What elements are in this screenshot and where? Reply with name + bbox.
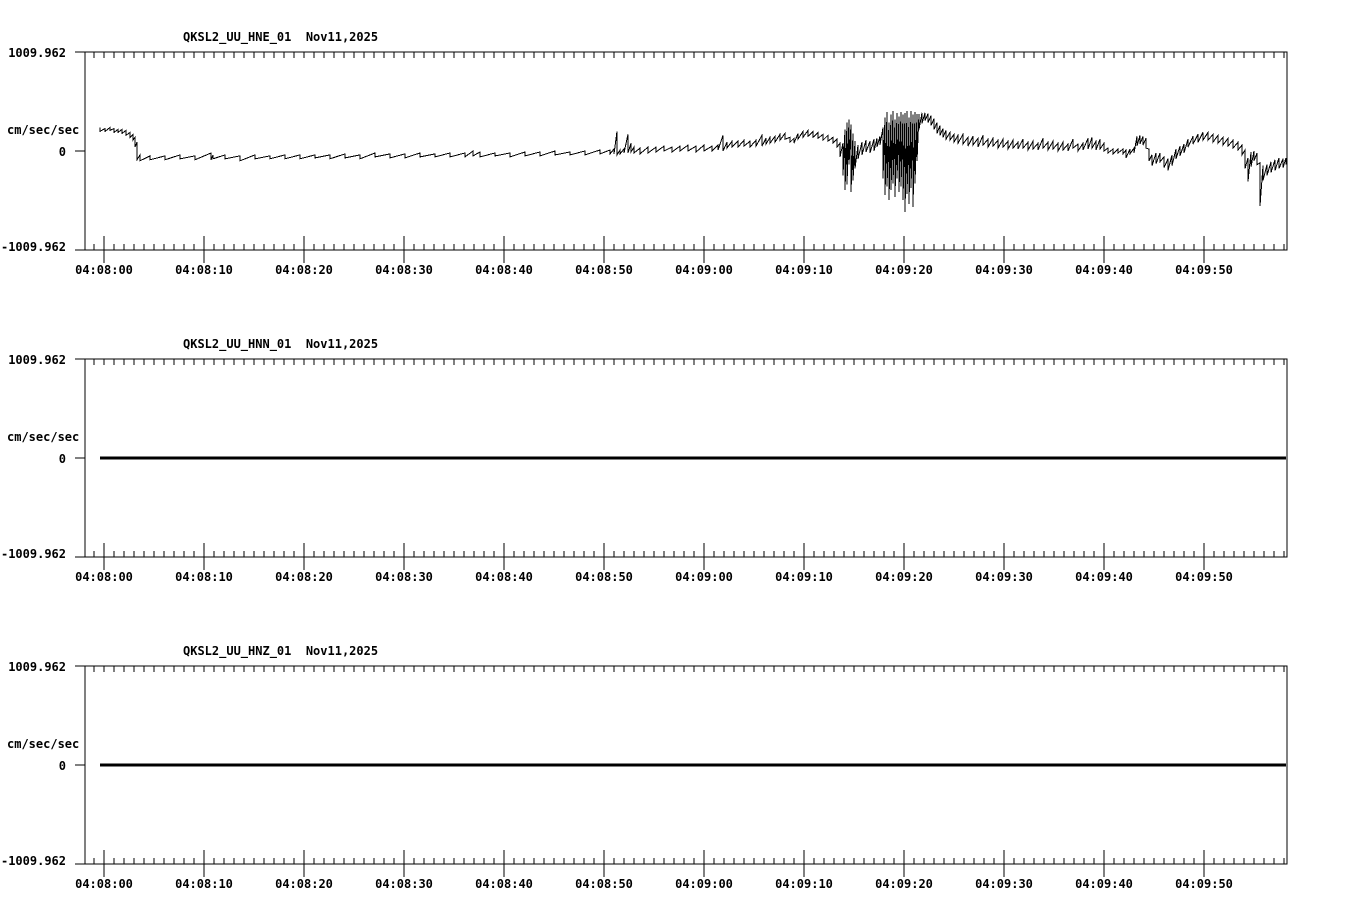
x-axis-tick-label: 04:08:50 (575, 877, 633, 891)
y-axis-min-label: -1009.962 (0, 547, 66, 561)
x-axis-tick-label: 04:08:20 (275, 263, 333, 277)
x-axis-tick-label: 04:08:30 (375, 877, 433, 891)
y-axis-unit-label: cm/sec/sec (7, 737, 80, 751)
x-axis-tick-label: 04:08:30 (375, 263, 433, 277)
plot-title: QKSL2_UU_HNN_01 Nov11,2025 (183, 337, 379, 351)
x-axis-tick-label: 04:08:50 (575, 263, 633, 277)
x-axis-tick-label: 04:08:00 (75, 570, 133, 584)
x-axis-tick-label: 04:09:40 (1075, 877, 1133, 891)
plot-hnz (0, 614, 1358, 921)
y-axis-unit-label: cm/sec/sec (7, 123, 80, 137)
x-axis-tick-label: 04:09:20 (875, 877, 933, 891)
x-axis-tick-label: 04:08:30 (375, 570, 433, 584)
x-axis-tick-label: 04:09:50 (1175, 570, 1233, 584)
plot-title: QKSL2_UU_HNE_01 Nov11,2025 (183, 30, 379, 44)
x-axis-tick-label: 04:09:00 (675, 263, 733, 277)
x-axis-tick-label: 04:08:20 (275, 570, 333, 584)
plot-canvas-hnz (0, 614, 1358, 921)
x-axis-tick-label: 04:09:20 (875, 570, 933, 584)
axis-ticks (75, 359, 1284, 570)
x-axis-tick-label: 04:08:40 (475, 570, 533, 584)
x-axis-tick-label: 04:08:10 (175, 263, 233, 277)
x-axis-tick-label: 04:09:20 (875, 263, 933, 277)
x-axis-tick-label: 04:09:10 (775, 877, 833, 891)
axis-ticks (75, 52, 1284, 263)
x-axis-tick-label: 04:09:40 (1075, 263, 1133, 277)
x-axis-tick-label: 04:09:40 (1075, 570, 1133, 584)
y-axis-max-label: 1009.962 (8, 46, 66, 60)
x-axis-tick-label: 04:09:30 (975, 877, 1033, 891)
x-axis-tick-label: 04:08:20 (275, 877, 333, 891)
x-axis-tick-label: 04:09:50 (1175, 877, 1233, 891)
x-axis-tick-label: 04:08:00 (75, 877, 133, 891)
y-axis-zero-label: 0 (58, 452, 66, 466)
y-axis-unit-label: cm/sec/sec (7, 430, 80, 444)
x-axis-tick-label: 04:08:00 (75, 263, 133, 277)
y-axis-min-label: -1009.962 (0, 854, 66, 868)
x-axis-tick-label: 04:08:10 (175, 570, 233, 584)
plot-canvas-hnn (0, 307, 1358, 614)
x-axis-tick-label: 04:08:50 (575, 570, 633, 584)
axis-ticks (75, 666, 1284, 877)
y-axis-zero-label: 0 (58, 759, 66, 773)
plot-hnn (0, 307, 1358, 614)
x-axis-tick-label: 04:09:50 (1175, 263, 1233, 277)
y-axis-min-label: -1009.962 (0, 240, 66, 254)
plot-hne (0, 0, 1358, 307)
waveform-trace (100, 111, 1286, 212)
axis-border (85, 52, 1287, 250)
x-axis-tick-label: 04:08:40 (475, 877, 533, 891)
x-axis-tick-label: 04:09:00 (675, 570, 733, 584)
plot-canvas-hne (0, 0, 1358, 307)
y-axis-zero-label: 0 (58, 145, 66, 159)
x-axis-tick-label: 04:09:00 (675, 877, 733, 891)
x-axis-tick-label: 04:09:30 (975, 570, 1033, 584)
x-axis-tick-label: 04:09:30 (975, 263, 1033, 277)
y-axis-max-label: 1009.962 (8, 660, 66, 674)
x-axis-tick-label: 04:09:10 (775, 570, 833, 584)
plot-title: QKSL2_UU_HNZ_01 Nov11,2025 (183, 644, 379, 658)
x-axis-tick-label: 04:08:10 (175, 877, 233, 891)
x-axis-tick-label: 04:08:40 (475, 263, 533, 277)
x-axis-tick-label: 04:09:10 (775, 263, 833, 277)
y-axis-max-label: 1009.962 (8, 353, 66, 367)
